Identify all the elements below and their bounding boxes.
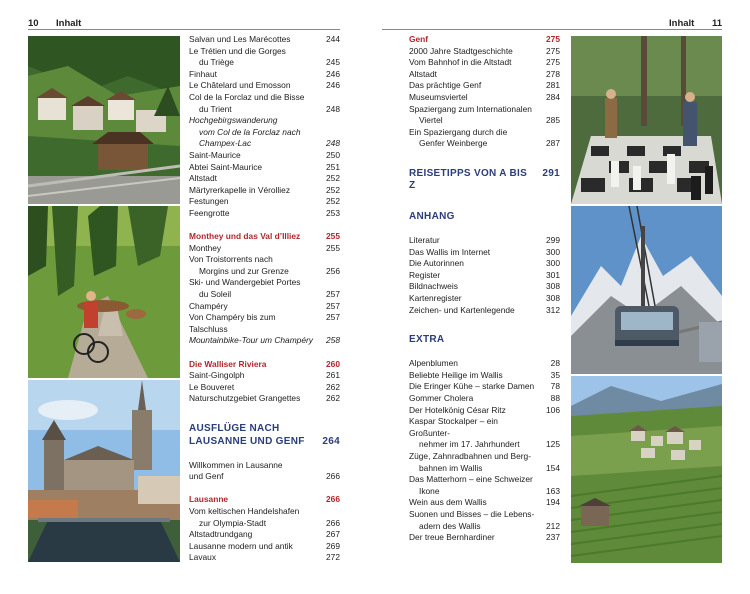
spacer	[409, 150, 560, 168]
cable-car-photo	[571, 206, 722, 374]
spacer	[409, 223, 560, 235]
toc-entry	[189, 138, 340, 150]
toc-entry-page: 266	[326, 494, 340, 505]
toc-entry-title: Willkommen in Lausanne	[189, 459, 283, 470]
toc-entry	[189, 208, 340, 220]
toc-entry	[189, 243, 340, 255]
toc-entry-page	[316, 115, 340, 127]
toc-entry-title: Salvan und Les Marécottes	[189, 34, 291, 44]
toc-entry-title: Lausanne modern und antik	[189, 540, 293, 551]
toc-entry	[409, 57, 560, 69]
toc-entry-page: 154	[546, 462, 560, 473]
chapter-heading	[409, 34, 560, 46]
spacer	[189, 347, 340, 359]
toc-entry	[409, 104, 560, 116]
toc-entry	[409, 509, 560, 521]
toc-entry	[189, 518, 340, 530]
toc-entry-page: 266	[326, 471, 340, 482]
toc-entry	[409, 127, 560, 139]
toc-entry-title: Champéry	[189, 300, 228, 311]
toc-entry	[409, 370, 560, 382]
running-title-left: Inhalt	[56, 18, 82, 29]
toc-entry-title: Le Bouveret	[189, 381, 235, 392]
toc-entry-title: Der treue Bernhardiner	[409, 532, 495, 543]
toc-entry	[409, 521, 560, 533]
toc-entry-title: Monthey und das Val d’Illiez	[189, 231, 301, 242]
toc-entry	[409, 46, 560, 58]
toc-entry-page: 275	[546, 45, 560, 56]
toc-entry-title: Festungen	[189, 196, 229, 207]
spacer	[189, 405, 340, 423]
toc-entry-title: Das Wallis im Internet	[409, 246, 491, 257]
toc-entry-title: Bildnachweis	[409, 281, 458, 292]
toc-entry-page: 278	[546, 68, 560, 79]
vineyard-village-photo	[571, 376, 722, 563]
toc-entry-title: Das prächtige Genf	[409, 80, 482, 91]
toc-entry-page	[536, 416, 560, 439]
toc-entry-page: 246	[326, 68, 340, 79]
toc-entry-page: 78	[550, 381, 560, 392]
toc-entry-title: Die Eringer Kühe – starke Damen	[409, 381, 535, 392]
toc-entry-title: Monthey	[189, 242, 222, 253]
toc-entry-page: 261	[326, 370, 340, 381]
toc-entry-page: 267	[326, 529, 340, 540]
toc-entry-title: Le Châtelard und Emosson	[189, 80, 291, 91]
toc-entry-title: LAUSANNE UND GENF	[189, 435, 305, 447]
toc-entry-title: Le Trétien und die Gorges	[189, 45, 286, 56]
toc-entry-page: 272	[326, 552, 340, 563]
toc-entry-title: Zeichen- und Kartenlegende	[409, 304, 515, 315]
toc-entry	[189, 115, 340, 127]
toc-entry-title: Märtyrerkapelle in Vérolliez	[189, 184, 291, 195]
toc-entry-title: Von Troistorrents nach	[189, 254, 273, 265]
toc-entry-page	[536, 474, 560, 486]
toc-entry-title: Museumsviertel	[409, 91, 468, 102]
toc-entry-page: 291	[542, 167, 560, 179]
toc-entry	[189, 57, 340, 69]
toc-entry	[189, 196, 340, 208]
toc-entry	[409, 92, 560, 104]
toc-entry-title: Gommer Cholera	[409, 393, 474, 404]
toc-entry-page: 250	[326, 149, 340, 160]
page-number-left: 10	[28, 18, 39, 29]
toc-entry-page: 246	[326, 80, 340, 91]
toc-entry-title: Der Hotelkönig César Ritz	[409, 404, 506, 415]
toc-entry-title: Kartenregister	[409, 293, 462, 303]
toc-entry-page	[316, 46, 340, 58]
toc-entry-title: Die Walliser Riviera	[189, 358, 267, 369]
toc-entry-page: 252	[326, 184, 340, 195]
toc-entry-page: 28	[550, 358, 560, 369]
toc-entry-title: AUSFLÜGE NACH	[189, 423, 280, 434]
toc-entry	[189, 277, 340, 289]
toc-entry	[189, 127, 340, 139]
toc-column-right	[409, 34, 560, 544]
toc-entry-page: 88	[550, 393, 560, 404]
toc-entry-title: du Soleil	[199, 289, 232, 300]
toc-entry-page	[316, 423, 340, 436]
toc-entry-page: 252	[326, 196, 340, 207]
toc-entry-title: REISETIPPS VON A BIS Z	[409, 167, 528, 192]
toc-entry	[409, 69, 560, 81]
toc-entry-title: Saint-Gingolph	[189, 370, 245, 381]
toc-entry-title: Lausanne	[189, 494, 229, 505]
toc-entry-page: 248	[326, 138, 340, 149]
toc-entry-title: Altstadtrundgang	[189, 529, 253, 540]
toc-entry-title: Feengrotte	[189, 207, 230, 218]
toc-entry	[189, 69, 340, 81]
toc-entry-title: Morgins und zur Grenze	[199, 265, 289, 276]
toc-entry-page: 251	[326, 161, 340, 172]
toc-entry	[409, 247, 560, 259]
toc-entry	[189, 335, 340, 347]
toc-entry	[189, 46, 340, 58]
toc-entry-title: Das Matterhorn – eine Schweizer	[409, 474, 533, 485]
toc-entry-page: 163	[546, 485, 560, 496]
toc-entry-page: 257	[326, 300, 340, 311]
toc-entry-title: ANHANG	[409, 210, 455, 222]
toc-entry-title: und Genf	[189, 471, 224, 482]
mountain-biker-photo	[28, 206, 180, 378]
section-heading	[409, 211, 560, 224]
toc-entry-title: Col de la Forclaz und die Bisse	[189, 91, 305, 102]
toc-entry	[409, 381, 560, 393]
toc-entry	[189, 312, 340, 335]
toc-entry-page: 256	[326, 265, 340, 276]
toc-entry	[189, 104, 340, 116]
toc-entry-title: Lavaux	[189, 552, 217, 563]
toc-entry-page: 237	[546, 532, 560, 543]
toc-entry-title: Von Champéry bis zum Talschluss	[189, 312, 276, 334]
toc-entry-page	[316, 92, 340, 104]
toc-entry	[189, 185, 340, 197]
toc-entry-title: Kaspar Stockalper – ein Großunter-	[409, 416, 498, 438]
toc-entry	[189, 34, 340, 46]
toc-entry-title: Vom Bahnhof in die Altstadt	[409, 57, 512, 68]
toc-entry	[189, 266, 340, 278]
toc-entry-title: Viertel	[419, 115, 443, 126]
toc-entry-title: Vom keltischen Handelshafen	[189, 505, 300, 516]
toc-entry	[409, 497, 560, 509]
toc-entry-title: bahnen im Wallis	[419, 462, 483, 473]
mountain-village-photo	[28, 36, 180, 204]
toc-entry-page: 106	[546, 404, 560, 415]
toc-entry-page: 264	[322, 435, 340, 447]
toc-entry	[409, 258, 560, 270]
toc-entry	[189, 506, 340, 518]
toc-entry	[409, 439, 560, 451]
toc-entry-page	[536, 211, 560, 224]
toc-entry-title: adern des Wallis	[419, 520, 481, 531]
toc-entry	[409, 405, 560, 417]
toc-entry	[189, 370, 340, 382]
toc-entry-title: Ikone	[419, 485, 440, 496]
toc-entry-title: Wein aus dem Wallis	[409, 497, 487, 508]
toc-entry-title: Züge, Zahnradbahnen und Berg-	[409, 451, 531, 462]
toc-entry	[409, 305, 560, 317]
toc-entry-page: 244	[326, 34, 340, 44]
toc-entry	[409, 138, 560, 150]
toc-entry-page: 300	[546, 258, 560, 269]
toc-entry	[409, 80, 560, 92]
section-heading	[409, 168, 560, 193]
toc-entry	[409, 270, 560, 282]
toc-entry-page: 212	[546, 520, 560, 531]
toc-entry-page: 299	[546, 235, 560, 246]
toc-entry-page: 252	[326, 173, 340, 184]
lausanne-cathedral-photo	[28, 380, 180, 562]
page-number-right: 11	[712, 18, 723, 29]
toc-entry-page: 308	[546, 281, 560, 292]
toc-entry-page: 281	[546, 80, 560, 91]
toc-entry	[189, 254, 340, 266]
header-rule-left	[28, 29, 340, 30]
toc-entry-title: Register	[409, 269, 441, 280]
toc-entry	[189, 289, 340, 301]
toc-entry-page: 257	[326, 312, 340, 323]
toc-entry-title: EXTRA	[409, 334, 445, 346]
toc-entry-page: 308	[546, 293, 560, 303]
chapter-heading	[189, 359, 340, 371]
toc-entry	[189, 541, 340, 553]
toc-entry	[409, 235, 560, 247]
toc-entry-title: Hochgebirgswanderung	[189, 115, 278, 126]
toc-entry-title: Spaziergang zum Internationalen	[409, 103, 532, 114]
toc-entry-title: Literatur	[409, 235, 440, 246]
toc-entry-page	[316, 277, 340, 289]
toc-entry-title: Alpenblumen	[409, 358, 458, 369]
toc-entry	[409, 281, 560, 293]
toc-entry-page	[316, 254, 340, 266]
header-rule-right	[382, 29, 722, 30]
giant-chess-photo	[571, 36, 722, 204]
toc-entry-title: Genfer Weinberge	[419, 138, 488, 149]
toc-entry-page	[316, 127, 340, 139]
toc-entry-page: 248	[326, 103, 340, 114]
toc-entry-title: Altstadt	[409, 68, 437, 79]
spacer	[189, 483, 340, 495]
toc-entry-page	[316, 460, 340, 472]
toc-entry	[189, 173, 340, 185]
running-title-right: Inhalt	[669, 18, 695, 29]
toc-entry-page	[536, 127, 560, 139]
toc-entry-page: 258	[326, 335, 340, 346]
toc-entry-title: vom Col de la Forclaz nach	[199, 126, 301, 137]
section-heading	[189, 423, 340, 436]
toc-entry-title: 2000 Jahre Stadtgeschichte	[409, 45, 513, 56]
toc-entry-page: 194	[546, 497, 560, 508]
toc-entry-title: zur Olympia-Stadt	[199, 517, 267, 528]
toc-entry-page: 255	[326, 242, 340, 253]
toc-entry	[189, 92, 340, 104]
toc-entry-title: Saint-Maurice	[189, 149, 241, 160]
toc-entry	[189, 150, 340, 162]
toc-entry-page: 253	[326, 207, 340, 218]
toc-entry	[409, 486, 560, 498]
toc-entry-title: Suonen und Bisses – die Lebens-	[409, 509, 535, 519]
spacer	[409, 347, 560, 359]
toc-entry-page: 312	[546, 304, 560, 315]
toc-entry	[409, 293, 560, 305]
toc-entry	[189, 471, 340, 483]
toc-entry-page: 300	[546, 246, 560, 257]
toc-entry-page: 262	[326, 393, 340, 404]
toc-column-left	[189, 34, 340, 564]
toc-entry	[409, 451, 560, 463]
toc-entry-page	[536, 451, 560, 463]
toc-entry	[189, 80, 340, 92]
toc-entry-page: 275	[546, 34, 560, 44]
toc-entry-page: 35	[550, 369, 560, 380]
toc-entry-page: 301	[546, 269, 560, 280]
toc-entry-title: Ski- und Wandergebiet Portes	[189, 277, 301, 288]
toc-entry-title: Ein Spaziergang durch die	[409, 126, 508, 137]
toc-entry-page: 262	[326, 381, 340, 392]
spacer	[189, 220, 340, 232]
toc-entry-title: Naturschutzgebiet Grangettes	[189, 393, 301, 404]
toc-entry-title: Finhaut	[189, 68, 217, 79]
toc-entry-page: 287	[546, 138, 560, 149]
toc-entry	[409, 115, 560, 127]
toc-entry-title: Genf	[409, 34, 429, 44]
section-heading	[409, 334, 560, 347]
toc-entry	[189, 393, 340, 405]
toc-entry	[409, 532, 560, 544]
toc-entry-page: 284	[546, 91, 560, 102]
toc-entry	[409, 416, 560, 439]
toc-entry-page	[536, 334, 560, 347]
spacer	[189, 448, 340, 460]
section-heading	[189, 436, 340, 449]
toc-entry	[409, 393, 560, 405]
toc-entry-title: du Triège	[199, 57, 234, 68]
toc-entry	[189, 529, 340, 541]
toc-entry-title: Abtei Saint-Maurice	[189, 161, 263, 172]
toc-entry-page: 260	[326, 358, 340, 369]
toc-entry-page: 125	[546, 439, 560, 450]
toc-entry-title: Die Autorinnen	[409, 258, 464, 269]
toc-entry-page: 275	[546, 57, 560, 68]
spacer	[409, 193, 560, 211]
toc-entry-page: 285	[546, 115, 560, 126]
toc-entry-title: Beliebte Heilige im Wallis	[409, 369, 503, 380]
toc-entry-page	[316, 506, 340, 518]
toc-entry-page	[536, 509, 560, 521]
toc-entry-page	[536, 104, 560, 116]
toc-entry-page: 245	[326, 57, 340, 68]
toc-entry	[189, 460, 340, 472]
toc-entry	[409, 463, 560, 475]
toc-entry-page: 255	[326, 231, 340, 242]
toc-entry-title: nehmer im 17. Jahrhundert	[419, 439, 520, 450]
toc-entry-title: du Trient	[199, 103, 232, 114]
toc-entry	[189, 552, 340, 564]
toc-entry-title: Champex-Lac	[199, 138, 252, 149]
toc-entry-title: Altstadt	[189, 173, 217, 184]
toc-entry	[189, 162, 340, 174]
toc-entry-page: 266	[326, 517, 340, 528]
toc-entry	[409, 358, 560, 370]
chapter-heading	[189, 494, 340, 506]
spacer	[409, 316, 560, 334]
chapter-heading	[189, 231, 340, 243]
toc-entry	[189, 382, 340, 394]
toc-entry-page: 269	[326, 540, 340, 551]
toc-entry	[189, 301, 340, 313]
toc-entry-page: 257	[326, 289, 340, 300]
toc-entry	[409, 474, 560, 486]
toc-entry-title: Mountainbike-Tour um Champéry	[189, 335, 313, 346]
